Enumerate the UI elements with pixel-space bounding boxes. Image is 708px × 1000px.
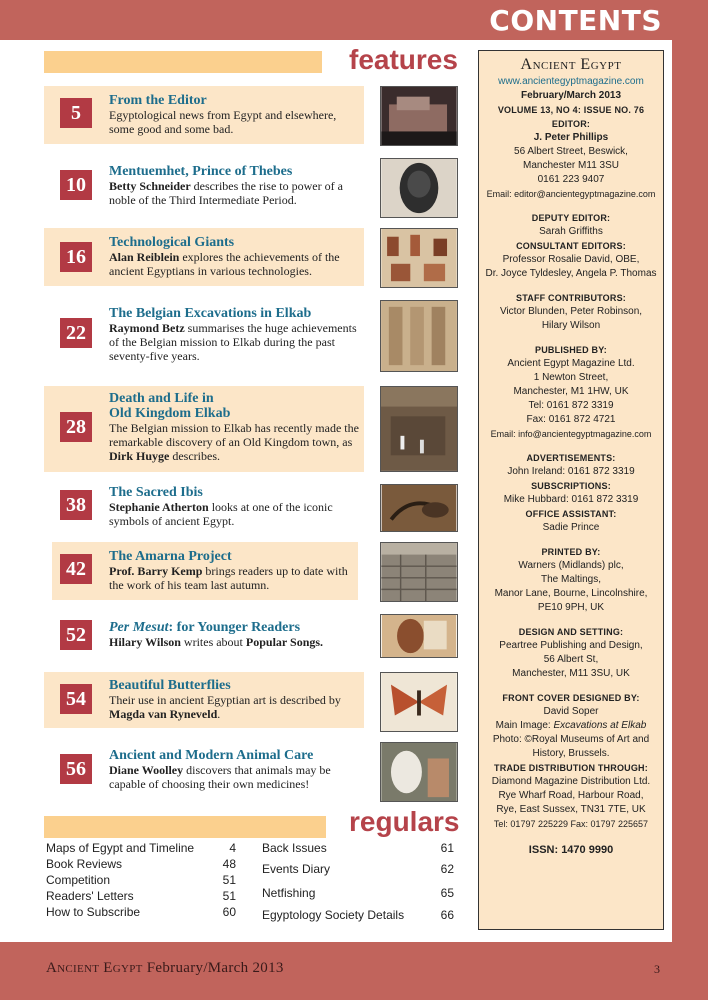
feature-author: Hilary Wilson xyxy=(109,635,181,649)
volume-info: VOLUME 13, NO 4: ISSUE NO. 76 xyxy=(497,105,645,115)
excavation-thumbnail xyxy=(380,386,458,472)
feature-title-line-1: Death and Life in xyxy=(109,391,214,406)
feature-page-number: 28 xyxy=(60,412,92,442)
regular-item[interactable]: Book Reviews 48 xyxy=(46,857,236,871)
feature-title: Ancient and Modern Animal Care xyxy=(109,748,314,763)
feature-title: Technological Giants xyxy=(109,235,235,250)
technology-thumbnail xyxy=(380,228,458,288)
feature-description: Betty Schneider describes the rise to power of a noble of the Third Intermediate Period. xyxy=(109,179,343,207)
masthead-magazine: Ancient Egypt xyxy=(520,56,622,73)
feature-description: The Belgian mission to Elkab has recently made the remarkable discovery of an Old Kingdom town, as Dirk Huyge describes. xyxy=(109,421,359,463)
feature-item[interactable] xyxy=(44,614,364,660)
page-title: CONTENTS xyxy=(489,4,662,37)
feature-topic: Popular Songs. xyxy=(245,635,324,649)
feature-page-number: 42 xyxy=(60,554,92,584)
musician-thumbnail xyxy=(380,614,458,658)
feature-title: The Sacred Ibis xyxy=(109,485,203,500)
feature-title: Mentuemhet, Prince of Thebes xyxy=(109,164,293,179)
feature-title: Beautiful Butterflies xyxy=(109,678,231,693)
regular-item[interactable]: Competition 51 xyxy=(46,873,236,887)
feature-author: Raymond Betz xyxy=(109,321,185,335)
regulars-right-list xyxy=(262,840,454,926)
editor-name: J. Peter Phillips xyxy=(533,132,609,143)
feature-item[interactable] xyxy=(44,158,364,216)
feature-description: Alan Reiblein explores the achievements of the ancient Egyptians in various technologies. xyxy=(109,250,340,278)
editor-thumbnail xyxy=(380,86,458,146)
feature-title: Per Mesut: for Younger Readers xyxy=(109,620,301,635)
feature-title-line-2: Old Kingdom Elkab xyxy=(109,406,231,421)
feature-author: Stephanie Atherton xyxy=(109,500,209,514)
regulars-left-list xyxy=(46,840,236,920)
feature-author: Diane Woolley xyxy=(109,763,184,777)
feature-description: Hilary Wilson writes about Popular Songs. xyxy=(109,635,324,649)
features-bar xyxy=(44,51,322,73)
amarna-thumbnail xyxy=(380,542,458,602)
feature-author: Betty Schneider xyxy=(109,179,191,193)
feature-page-number: 22 xyxy=(60,318,92,348)
horse-thumbnail xyxy=(380,742,458,802)
feature-item[interactable] xyxy=(44,228,364,286)
feature-page-number: 16 xyxy=(60,242,92,272)
feature-description: Their use in ancient Egyptian art is described by Magda van Ryneveld. xyxy=(109,693,341,721)
feature-item[interactable] xyxy=(44,86,364,144)
masthead-sidebar: Ancient Egypt www.ancientegyptmagazine.com February/March 2013 VOLUME 13, NO 4: ISSUE NO. 76 EDITOR: J. Peter Phillips 56 Albert Street, Beswick, Manchester M11 3SU 0161 223 9407 Email: editor@ancientegyptmagazine.com DEPUTY EDITOR: Sarah Griffiths CONSULTANT EDITORS: Professor Rosalie David, OBE, Dr. Joyce Tyldesley, Angela P. Thomas STAFF CONTRIBUTORS: Victor Blunden, Peter Robinson, Hilary Wilson PUBLISHED BY: Ancient Egypt Magazine Ltd. 1 Newton Street, Manchester, M1 1HW, UK Tel: 0161 872 3319 Fax: 0161 872 4721 Email: info@ancientegyptmagazine.com ADVERTISEMENTS: John Ireland: 0161 872 3319 SUBSCRIPTIONS: Mike Hubbard: 0161 872 3319 OFFICE ASSISTANT: Sadie Prince PRINTED BY: Warners (Midlands) plc, The Maltings, Manor Lane, Bourne, Lincolnshire, PE10 9PH, UK DESIGN AND SETTING: Peartree Publishing and Design, 56 Albert St, Manchester, M11 3SU, UK FRONT COVER DESIGNED BY: David Soper Main Image: Excavations at Elkab Photo: ©Royal Museums of Art and History, Brussels. TRADE DISTRIBUTION THROUGH: Diamond Magazine Distribution Ltd. Rye Wharf Road, Harbour Road, Rye, East Sussex, TN31 7TE, UK Tel: 01797 225229 Fax: 01797 225657 ISSN: 1470 9990 xyxy=(478,50,664,930)
title-bar xyxy=(0,0,708,40)
butterfly-thumbnail xyxy=(380,672,458,732)
feature-page-number: 56 xyxy=(60,754,92,784)
features-heading: features xyxy=(349,44,458,75)
feature-description: Diane Woolley discovers that animals may be capable of choosing their own medicines! xyxy=(109,763,331,791)
regular-item[interactable]: Netfishing 65 xyxy=(262,886,454,900)
elkab-relief-thumbnail xyxy=(380,300,458,372)
feature-page-number: 38 xyxy=(60,490,92,520)
ibis-thumbnail xyxy=(380,484,458,532)
feature-author: Dirk Huyge xyxy=(109,449,170,463)
feature-title: From the Editor xyxy=(109,93,207,108)
regular-item[interactable]: Events Diary 62 xyxy=(262,862,454,876)
feature-page-number: 52 xyxy=(60,620,92,650)
feature-item[interactable] xyxy=(44,386,364,472)
feature-description: Egyptological news from Egypt and elsewhere, some good and some bad. xyxy=(109,108,337,136)
regulars-bar xyxy=(44,816,326,838)
editor-heading: EDITOR: xyxy=(551,119,591,129)
feature-item[interactable] xyxy=(52,542,358,600)
issn: ISSN: 1470 9990 xyxy=(528,844,614,856)
feature-author: Alan Reiblein xyxy=(109,250,180,264)
feature-page-number: 10 xyxy=(60,170,92,200)
regular-item[interactable]: Egyptology Society Details 66 xyxy=(262,908,454,922)
feature-item[interactable] xyxy=(44,484,364,532)
magazine-url[interactable]: www.ancientegyptmagazine.com xyxy=(498,76,644,87)
regular-item[interactable]: Readers' Letters 51 xyxy=(46,889,236,903)
regulars-heading: regulars xyxy=(349,806,460,837)
feature-title: The Belgian Excavations in Elkab xyxy=(109,306,312,321)
feature-description: Prof. Barry Kemp brings readers up to date with the work of his team last autumn. xyxy=(109,564,348,592)
regular-item[interactable]: Back Issues 61 xyxy=(262,841,454,855)
regular-item[interactable]: How to Subscribe 60 xyxy=(46,905,236,919)
feature-page-number: 54 xyxy=(60,684,92,714)
editor-email[interactable]: Email: editor@ancientegyptmagazine.com xyxy=(486,189,656,199)
feature-title: The Amarna Project xyxy=(109,549,232,564)
footer-title: Ancient Egypt February/March 2013 xyxy=(46,960,284,976)
page-number: 3 xyxy=(654,962,660,976)
feature-description: Raymond Betz summarises the huge achievements of the Belgian mission to Elkab during the past seventy-five years. xyxy=(109,321,357,363)
mentuemhet-thumbnail xyxy=(380,158,458,218)
feature-page-number: 5 xyxy=(60,98,92,128)
feature-item[interactable] xyxy=(44,300,364,372)
feature-description: Stephanie Atherton looks at one of the iconic symbols of ancient Egypt. xyxy=(109,500,333,528)
feature-item[interactable] xyxy=(44,672,364,728)
info-email[interactable]: Email: info@ancientegyptmagazine.com xyxy=(490,429,652,439)
regular-item[interactable]: Maps of Egypt and Timeline 4 xyxy=(46,841,236,855)
feature-author: Prof. Barry Kemp xyxy=(109,564,203,578)
feature-author: Magda van Ryneveld xyxy=(109,707,218,721)
issue-date: February/March 2013 xyxy=(520,90,622,101)
feature-item[interactable] xyxy=(44,742,364,800)
